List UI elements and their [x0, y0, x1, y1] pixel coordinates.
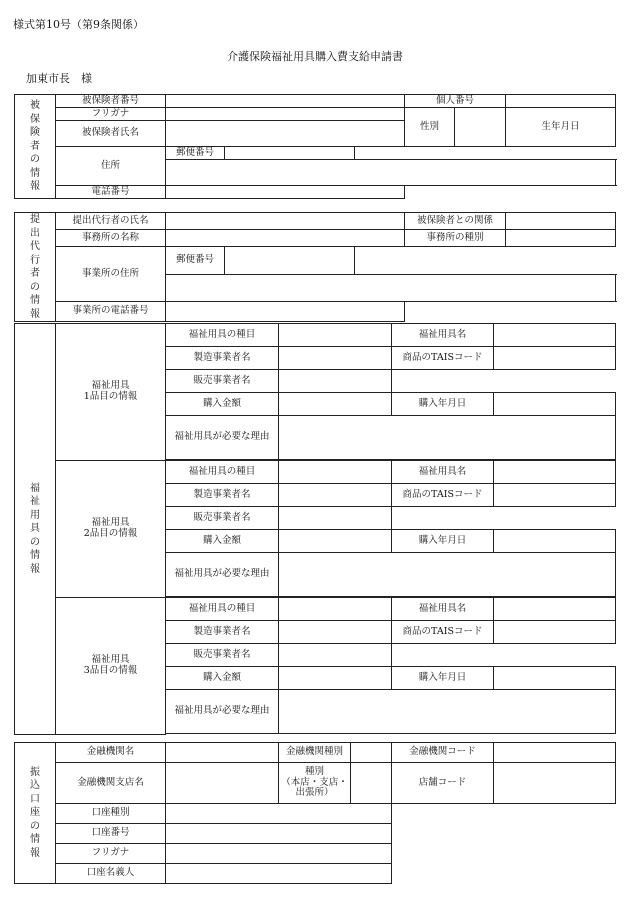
item-2-tais-field[interactable] [494, 484, 616, 507]
bank-section [14, 742, 616, 884]
account-no-field[interactable] [166, 824, 392, 844]
sex-label: 性別 [405, 108, 455, 147]
holder-furigana-label: フリガナ [56, 844, 166, 864]
equipment-section-label: 福祉用具の情報 [15, 324, 56, 735]
address-field[interactable] [166, 160, 616, 186]
agent-section [14, 212, 616, 322]
item-1-date-label: 購入年月日 [392, 393, 494, 416]
item-1-reason-field[interactable] [279, 416, 616, 460]
holder-name-field[interactable] [166, 864, 392, 884]
personal-no-label: 個人番号 [405, 95, 506, 108]
relation-field[interactable] [506, 213, 616, 230]
item-2-amount-label: 購入金額 [166, 530, 279, 553]
inst-type-label: 金融機関種別 [279, 743, 351, 763]
inst-name-field[interactable] [166, 743, 279, 763]
birth-date-label: 生年月日 [506, 108, 616, 147]
item-1-date-field[interactable] [494, 393, 616, 416]
item-3-category-field[interactable] [279, 598, 392, 621]
item-2-category-field[interactable] [279, 461, 392, 484]
postal-code-field[interactable] [225, 147, 355, 160]
office-address-field[interactable] [166, 275, 616, 302]
item-1-tais-label: 商品のTAISコード [392, 347, 494, 370]
item-2-name-label: 福祉用具名 [392, 461, 494, 484]
item-3-label: 福祉用具 3品目の情報 [56, 598, 166, 735]
item-2-amount-field[interactable] [279, 530, 392, 553]
insured-no-field[interactable] [166, 95, 405, 108]
item-3-date-label: 購入年月日 [392, 667, 494, 690]
item-2-date-field[interactable] [494, 530, 616, 553]
holder-name-label: 口座名義人 [56, 864, 166, 884]
relation-label: 被保険者との関係 [405, 213, 506, 230]
item-1-name-label: 福祉用具名 [392, 324, 494, 347]
item-2-date-label: 購入年月日 [392, 530, 494, 553]
office-type-label: 事務所の種別 [405, 230, 506, 247]
agent-name-label: 提出代行者の氏名 [56, 213, 166, 230]
item-3-maker-label: 製造事業者名 [166, 621, 279, 644]
item-3-category-label: 福祉用具の種目 [166, 598, 279, 621]
personal-no-field[interactable] [506, 95, 616, 108]
item-2-name-field[interactable] [494, 461, 616, 484]
item-2-maker-label: 製造事業者名 [166, 484, 279, 507]
phone-field[interactable] [166, 186, 405, 199]
item-2-reason-field[interactable] [279, 553, 616, 597]
insured-section-label: 被保険者の情報 [15, 95, 56, 199]
form-number: 様式第10号（第9条関係） [13, 18, 144, 31]
branch-name-field[interactable] [166, 763, 279, 804]
item-3-name-field[interactable] [494, 598, 616, 621]
agent-name-field[interactable] [166, 213, 405, 230]
office-name-label: 事務所の名称 [56, 230, 166, 247]
document-title: 介護保険福祉用具購入費支給申請書 [227, 50, 403, 63]
item-1-label: 福祉用具 1品目の情報 [56, 324, 166, 461]
equipment-section [14, 323, 616, 735]
item-2-seller-label: 販売事業者名 [166, 507, 279, 530]
item-1-maker-field[interactable] [279, 347, 392, 370]
sex-field[interactable] [455, 108, 506, 147]
item-3-seller-field[interactable] [279, 644, 392, 667]
insured-no-label: 被保険者番号 [56, 95, 166, 108]
inst-type-field[interactable] [351, 743, 392, 763]
item-3-reason-field[interactable] [279, 690, 616, 734]
branch-code-field[interactable] [494, 763, 616, 804]
item-1-name-field[interactable] [494, 324, 616, 347]
office-type-field[interactable] [506, 230, 616, 247]
branch-name-label: 金融機関支店名 [56, 763, 166, 804]
postal-code-label: 郵便番号 [166, 147, 225, 160]
agent-postal-field[interactable] [225, 247, 355, 275]
item-1-amount-field[interactable] [279, 393, 392, 416]
branch-code-label: 店舗コード [392, 763, 494, 804]
item-1-seller-field[interactable] [279, 370, 392, 393]
item-3-amount-label: 購入金額 [166, 667, 279, 690]
item-1-maker-label: 製造事業者名 [166, 347, 279, 370]
addressee: 加東市長 様 [26, 72, 92, 85]
item-2-seller-field[interactable] [279, 507, 392, 530]
item-3-seller-label: 販売事業者名 [166, 644, 279, 667]
item-1-tais-field[interactable] [494, 347, 616, 370]
insured-name-label: 被保険者氏名 [56, 121, 166, 147]
inst-code-label: 金融機関コード [392, 743, 494, 763]
furigana-field[interactable] [166, 108, 405, 121]
office-phone-field[interactable] [166, 302, 405, 322]
item-3-tais-label: 商品のTAISコード [392, 621, 494, 644]
item-2-maker-field[interactable] [279, 484, 392, 507]
phone-label: 電話番号 [56, 186, 166, 199]
item-2-category-label: 福祉用具の種目 [166, 461, 279, 484]
insured-section [14, 94, 616, 199]
account-no-label: 口座番号 [56, 824, 166, 844]
item-2-label: 福祉用具 2品目の情報 [56, 461, 166, 598]
inst-code-field[interactable] [494, 743, 616, 763]
item-3-amount-field[interactable] [279, 667, 392, 690]
agent-postal-label: 郵便番号 [166, 247, 225, 275]
item-3-maker-field[interactable] [279, 621, 392, 644]
item-2-reason-label: 福祉用具が必要な理由 [166, 553, 279, 597]
holder-furigana-field[interactable] [166, 844, 392, 864]
office-phone-label: 事業所の電話番号 [56, 302, 166, 322]
branch-type-field[interactable] [351, 763, 392, 804]
item-1-category-label: 福祉用具の種目 [166, 324, 279, 347]
item-3-name-label: 福祉用具名 [392, 598, 494, 621]
item-3-tais-field[interactable] [494, 621, 616, 644]
office-address-label: 事業所の住所 [56, 247, 166, 302]
agent-section-label: 提出代行者の情報 [15, 213, 56, 322]
inst-name-label: 金融機関名 [56, 743, 166, 763]
office-name-field[interactable] [166, 230, 405, 247]
item-2-tais-label: 商品のTAISコード [392, 484, 494, 507]
item-1-amount-label: 購入金額 [166, 393, 279, 416]
item-1-reason-label: 福祉用具が必要な理由 [166, 416, 279, 460]
address-label: 住所 [56, 147, 166, 186]
account-type-field[interactable] [166, 804, 392, 824]
item-3-reason-label: 福祉用具が必要な理由 [166, 690, 279, 734]
item-1-category-field[interactable] [279, 324, 392, 347]
bank-section-label: 振込口座の情報 [15, 743, 56, 884]
insured-name-field[interactable] [166, 121, 405, 147]
item-1-seller-label: 販売事業者名 [166, 370, 279, 393]
account-type-label: 口座種別 [56, 804, 166, 824]
item-3-date-field[interactable] [494, 667, 616, 690]
furigana-label: フリガナ [56, 108, 166, 121]
branch-type-label: 種別 （本店・支店・ 出張所） [279, 763, 351, 804]
